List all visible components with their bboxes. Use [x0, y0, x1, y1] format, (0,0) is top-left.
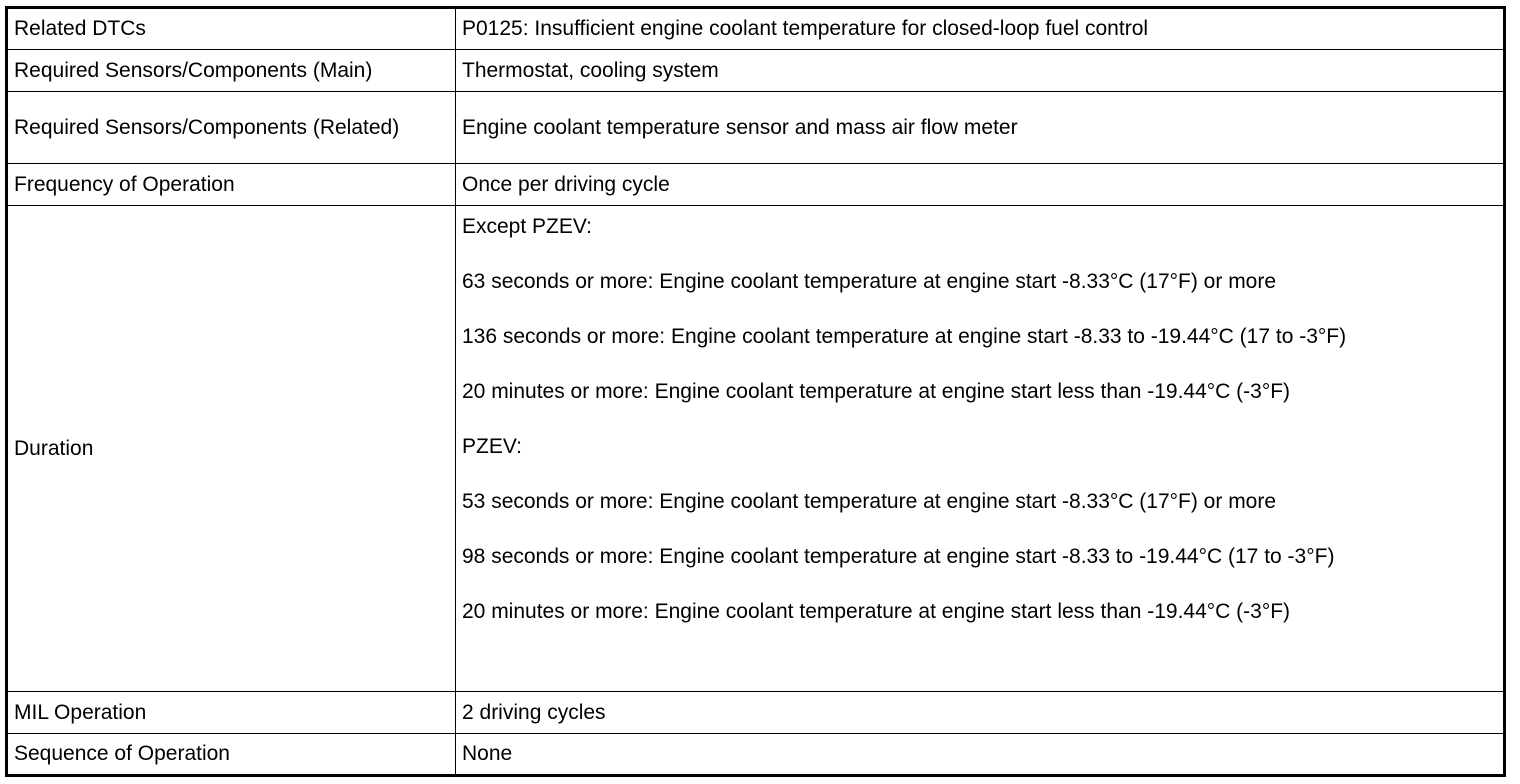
duration-heading-except-pzev: Except PZEV:: [462, 215, 592, 238]
duration-heading-pzev: PZEV:: [462, 435, 522, 458]
row-value: None: [456, 734, 1505, 776]
table-row-sequence: [7, 734, 1505, 776]
duration-condition: 20 minutes or more: Engine coolant temperature at engine start less than -19.44°C (-3°F): [462, 600, 1291, 623]
row-label: Frequency of Operation: [7, 164, 456, 206]
duration-details: [456, 206, 1505, 692]
row-value: P0125: Insufficient engine coolant temperature for closed-loop fuel control: [456, 8, 1505, 50]
row-label: Duration: [7, 206, 456, 692]
row-value: Thermostat, cooling system: [456, 50, 1505, 92]
table-row-required-main: [7, 50, 1505, 92]
table-row-required-related: [7, 92, 1505, 164]
row-label: Sequence of Operation: [7, 734, 456, 776]
row-label: MIL Operation: [7, 692, 456, 734]
row-label: Required Sensors/Components (Related): [7, 92, 456, 164]
row-value: Engine coolant temperature sensor and mass air flow meter: [456, 92, 1505, 164]
duration-condition: 53 seconds or more: Engine coolant temperature at engine start -8.33°C (17°F) or more: [462, 490, 1277, 513]
duration-condition: 20 minutes or more: Engine coolant temperature at engine start less than -19.44°C (-3°F): [462, 380, 1291, 403]
table-row-mil-operation: [7, 692, 1505, 734]
row-value: Once per driving cycle: [456, 164, 1505, 206]
row-label: Related DTCs: [7, 8, 456, 50]
table-row-related-dtcs: [7, 8, 1505, 50]
table-row-frequency: [7, 164, 1505, 206]
row-value: 2 driving cycles: [456, 692, 1505, 734]
duration-condition: 98 seconds or more: Engine coolant temperature at engine start -8.33 to -19.44°C (17 to -3°F): [462, 545, 1335, 568]
row-label: Required Sensors/Components (Main): [7, 50, 456, 92]
table-row-duration: [7, 206, 1505, 692]
duration-condition: 63 seconds or more: Engine coolant temperature at engine start -8.33°C (17°F) or more: [462, 270, 1277, 293]
duration-condition: 136 seconds or more: Engine coolant temperature at engine start -8.33 to -19.44°C (17 to -3°F): [462, 325, 1347, 348]
monitor-spec-table: [5, 6, 1506, 777]
